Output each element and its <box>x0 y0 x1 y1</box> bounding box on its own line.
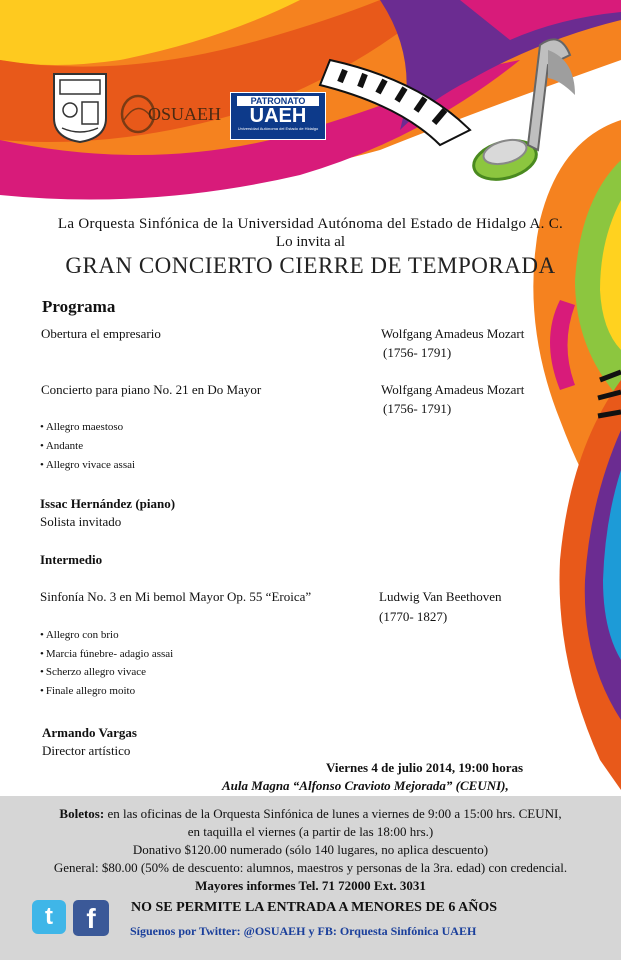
work-title: Sinfonía No. 3 en Mi bemol Mayor Op. 55 “Eroica” <box>40 589 312 604</box>
osuaeh-logo-text: OSUAEH <box>148 104 222 124</box>
age-restriction: NO SE PERMITE LA ENTRADA A MENORES DE 6 AÑOS <box>131 900 498 915</box>
escudo-emblem-icon <box>50 70 110 145</box>
work-years: (1770- 1827) <box>379 609 448 624</box>
tickets-label: Boletos: <box>59 806 105 821</box>
movement-item: • Marcia fúnebre- adagio assai <box>40 648 173 660</box>
movement-item: • Allegro maestoso <box>40 421 123 433</box>
work-composer: Ludwig Van Beethoven <box>379 589 502 604</box>
movement-item: • Andante <box>40 440 83 452</box>
work-title: Concierto para piano No. 21 en Do Mayor <box>41 382 262 397</box>
work-composer: Wolfgang Amadeus Mozart <box>381 382 525 397</box>
invitation-line: La Orquesta Sinfónica de la Universidad Autónoma del Estado de Hidalgo A. C. <box>57 216 564 232</box>
movement-item: • Finale allegro moito <box>40 685 135 697</box>
tickets-line-2: en taquilla el viernes (a partir de las 18:00 hrs.) <box>187 824 434 839</box>
program-heading: Programa <box>42 297 116 316</box>
facebook-icon[interactable] <box>73 900 109 936</box>
tickets-text: en las oficinas de la Orquesta Sinfónica de lunes a viernes de 9:00 a 15:00 hrs. CEUNI, <box>104 806 562 821</box>
event-date: Viernes 4 de julio 2014, 19:00 horas <box>326 760 524 775</box>
patronato-logo-main: UAEH <box>249 105 307 127</box>
concert-title: GRAN CONCIERTO CIERRE DE TEMPORADA <box>65 253 556 278</box>
escudo-logo <box>50 70 110 145</box>
donation-line: Donativo $120.00 numerado (sólo 140 lugares, no aplica descuento) <box>132 842 489 857</box>
work-years: (1756- 1791) <box>383 401 452 416</box>
patronato-logo-sub: Universidad Autónoma del Estado de Hidalgo <box>237 126 319 131</box>
facebook-icon-glyph: f <box>86 903 96 934</box>
general-price-line: General: $80.00 (50% de descuento: alumnos, maestros y personas de la 3ra. edad) con credencial. <box>53 860 568 875</box>
work-years: (1756- 1791) <box>383 345 452 360</box>
soloist-role: Solista invitado <box>40 514 122 529</box>
patronato-logo <box>230 92 326 140</box>
event-venue: Aula Magna “Alfonso Cravioto Mejorada” (CEUNI), <box>222 778 509 793</box>
director-name: Armando Vargas <box>42 725 137 740</box>
movement-item: • Scherzo allegro vivace <box>40 666 146 678</box>
ticket-info-footer <box>0 796 621 960</box>
patronato-logo-top: PATRONATO <box>237 96 319 106</box>
intermission-label: Intermedio <box>40 552 103 567</box>
movement-item: • Allegro con brio <box>40 629 119 641</box>
work-title: Obertura el empresario <box>41 326 161 341</box>
invitation-line-2: Lo invita al <box>275 234 346 250</box>
director-role: Director artístico <box>42 743 131 758</box>
social-media-line[interactable]: Síguenos por Twitter: @OSUAEH y FB: Orquesta Sinfónica UAEH <box>130 924 477 938</box>
info-line: Mayores informes Tel. 71 72000 Ext. 3031 <box>195 878 426 893</box>
twitter-icon-glyph: t <box>45 903 53 930</box>
soloist-name: Issac Hernández (piano) <box>40 496 176 511</box>
twitter-icon[interactable] <box>32 900 66 934</box>
osuaeh-logo <box>118 90 222 138</box>
movement-item: • Allegro vivace assai <box>40 459 135 471</box>
tickets-line <box>0 806 621 822</box>
work-composer: Wolfgang Amadeus Mozart <box>381 326 525 341</box>
